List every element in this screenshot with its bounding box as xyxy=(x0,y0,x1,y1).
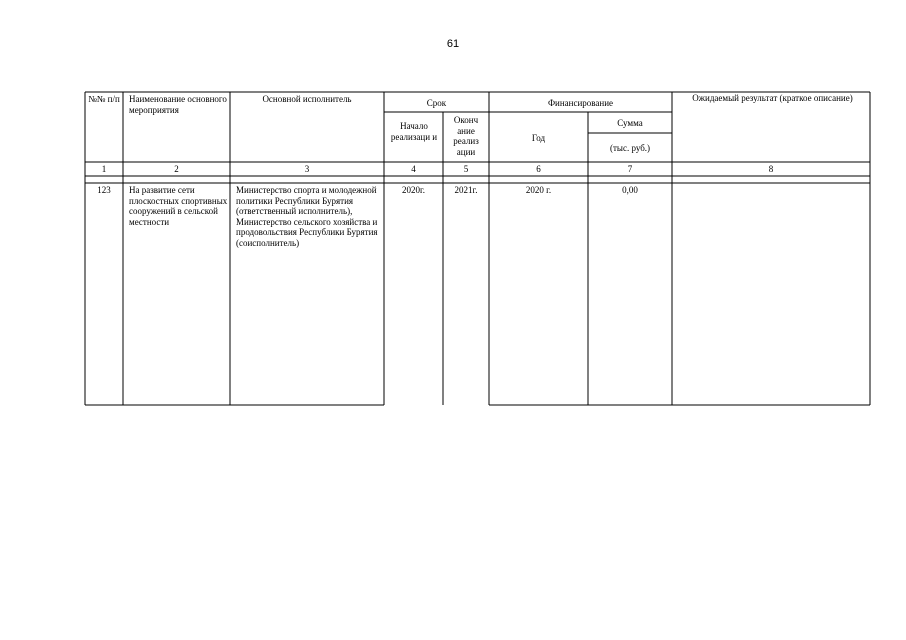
header-sum-unit: (тыс. руб.) xyxy=(609,143,651,153)
row-executor: Министерство спорта и молодежной политики Республики Бурятия (ответственный исполнитель), Министерство сельского хозяйства и продовольствия Республики Бурятия (соисполнитель) xyxy=(236,185,378,248)
row-name: На развитие сети плоскостных спортивных сооружений в сельской местности xyxy=(129,185,228,227)
header-financing: Финансирование xyxy=(547,98,614,108)
column-number: 6 xyxy=(536,164,541,174)
column-number: 1 xyxy=(101,164,107,174)
header-sum: Сумма xyxy=(617,118,643,128)
row-sum: 0,00 xyxy=(622,185,638,195)
header-num: №№ п/п xyxy=(88,94,120,104)
column-number: 2 xyxy=(174,164,179,174)
row-end: 2021г. xyxy=(454,185,478,195)
row-year: 2020 г. xyxy=(525,185,552,195)
row-start: 2020г. xyxy=(402,185,425,195)
header-year: Год xyxy=(531,133,546,143)
header-name: Наименование основного мероприятия xyxy=(129,94,227,115)
header-executor: Основной исполнитель xyxy=(262,94,352,104)
header-term: Срок xyxy=(426,98,447,108)
column-number: 4 xyxy=(411,164,416,174)
page-number: 61 xyxy=(446,38,460,50)
column-number: 3 xyxy=(304,164,310,174)
column-number: 8 xyxy=(768,164,774,174)
column-number: 7 xyxy=(627,164,633,174)
column-number: 5 xyxy=(463,164,469,174)
header-term-start: Начало реализаци и xyxy=(390,121,438,142)
header-result: Ожидаемый результат (краткое описание) xyxy=(692,93,853,103)
header-term-end: Оконч ание реализ ации xyxy=(453,115,479,157)
row-num: 123 xyxy=(97,185,111,195)
